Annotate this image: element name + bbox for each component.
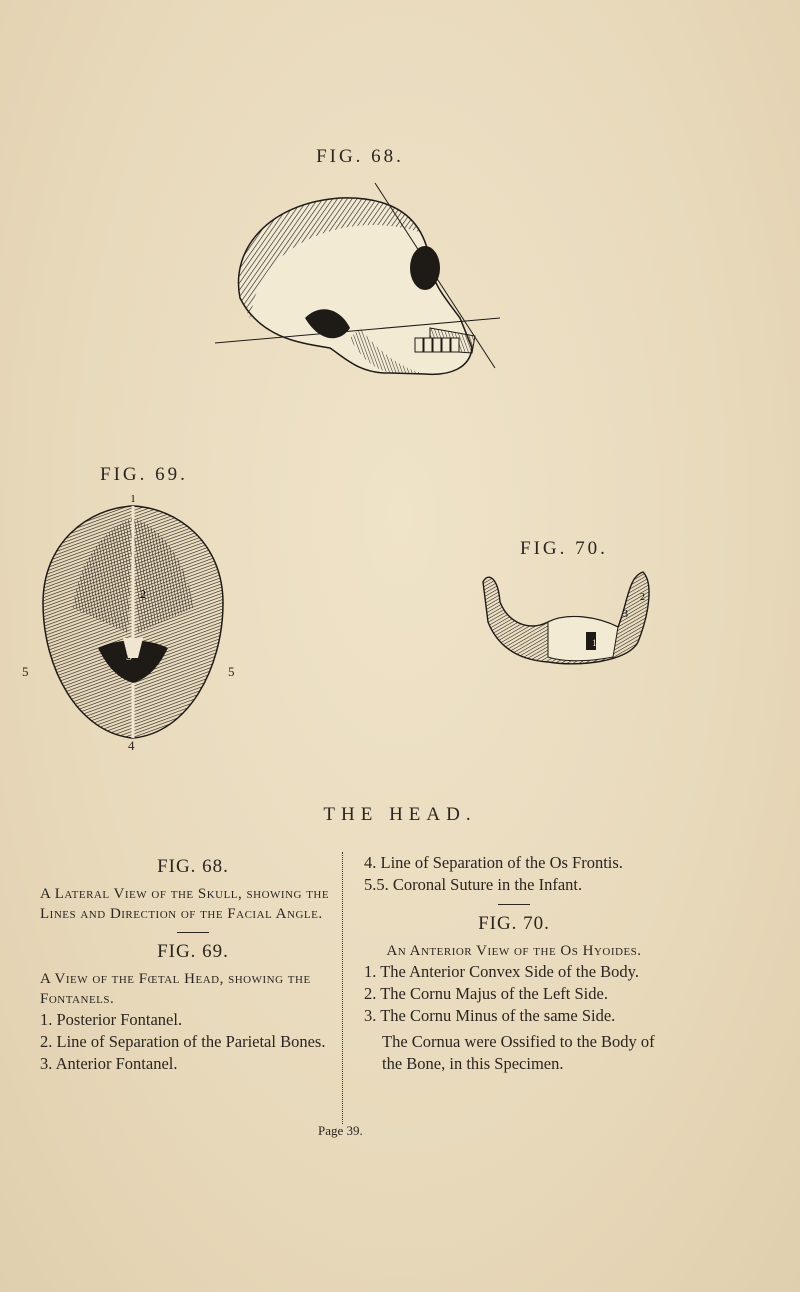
captions-left-column [40, 852, 346, 1075]
fig70-item-3: 3. The Cornu Minus of the same Side. [364, 1006, 616, 1025]
fig70-mark-2: 2 [640, 592, 645, 603]
fig70-mark-3: 3 [623, 609, 628, 620]
hyoid-bone-illustration [478, 562, 656, 672]
fig70-label: FIG. 70. [520, 538, 608, 559]
skull-lateral-illustration [210, 178, 510, 388]
fig69-item-4: 4. Line of Separation of the Os Frontis. [364, 853, 623, 872]
fig70-caption-heading: FIG. 70. [478, 913, 550, 934]
fig69-item-3: 3. Anterior Fontanel. [40, 1054, 178, 1073]
column-brace [342, 852, 351, 1124]
fig70-caption-text: An Anterior View of the Os Hyoides. [386, 943, 642, 959]
fig70-item-2: 2. The Cornu Majus of the Left Side. [364, 984, 608, 1003]
fig69-caption-text: A View of the Fœtal Head, showing the Fontanels. [40, 971, 311, 1007]
fig69-mark-5-left: 5 [22, 664, 29, 679]
fig68-caption-text: A Lateral View of the Skull, showing the Lines and Direction of the Facial Angle. [40, 886, 330, 922]
fig70-item-1: 1. The Anterior Convex Side of the Body. [364, 962, 639, 981]
fig69-item-5: 5.5. Coronal Suture in the Infant. [364, 875, 583, 894]
page-number: Page 39. [318, 1123, 363, 1138]
fig69-item-1: 1. Posterior Fontanel. [40, 1010, 183, 1029]
fig69-mark-3: 3 [126, 649, 132, 663]
fig68-label: FIG. 68. [316, 146, 404, 167]
section-title: THE HEAD. [323, 804, 477, 825]
fig69-mark-4: 4 [128, 738, 135, 753]
fig69-mark-1: 1 [130, 494, 136, 505]
fig70-note: The Cornua were Ossified to the Body of the Bone, in this Specimen. [382, 1032, 655, 1073]
fig68-caption-heading: FIG. 68. [157, 856, 229, 877]
divider [498, 904, 530, 905]
fig69-mark-2: 2 [140, 587, 146, 601]
divider [177, 932, 209, 933]
foetal-head-illustration [28, 488, 238, 750]
fig69-mark-5-right: 5 [228, 664, 235, 679]
fig70-mark-1: 1 [592, 638, 597, 648]
captions-right-column [364, 852, 664, 1075]
fig69-item-2: 2. Line of Separation of the Parietal Bones. [40, 1032, 326, 1051]
fig69-caption-heading: FIG. 69. [157, 941, 229, 962]
fig69-label: FIG. 69. [100, 464, 188, 485]
